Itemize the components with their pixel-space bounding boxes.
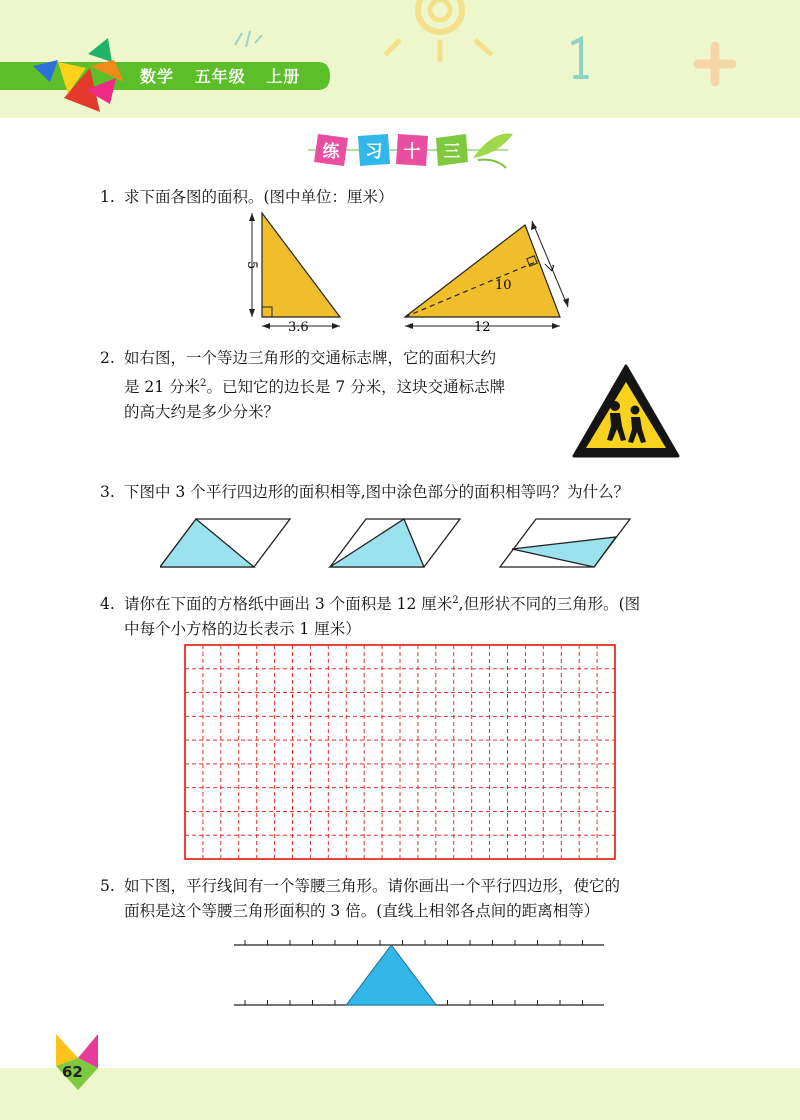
- title-char-2: 习: [365, 142, 383, 162]
- question-line: 中每个小方格的边长表示 1 厘米）: [124, 620, 361, 639]
- question-line: 的高大约是多少分米？: [124, 403, 280, 422]
- question-2: [100, 346, 570, 425]
- isosceles-triangle: [346, 945, 436, 1005]
- question-line: 如右图，一个等边三角形的交通标志牌，它的面积大约: [124, 349, 497, 367]
- tangram-logo-icon: [28, 38, 128, 116]
- question-line: ,但形状不同的三角形。(图: [458, 595, 641, 614]
- parallelogram-2: [330, 519, 460, 567]
- title-char-4: 三: [443, 142, 461, 162]
- question-line: 面积是这个等腰三角形面积的 3 倍。(直线上相邻各点间的距离相等）: [124, 902, 600, 920]
- title-char-3: 十: [403, 142, 421, 162]
- label-height-10: 10: [495, 278, 512, 293]
- title-char-1: 练: [322, 142, 340, 162]
- header-title: [140, 64, 300, 87]
- question-line: 请你在下面的方格纸中画出 3 个面积是 12 厘米: [124, 595, 453, 614]
- q1-figures: [240, 205, 580, 335]
- question-line: 是 21 分米: [124, 378, 201, 397]
- parallelogram-1: [160, 519, 290, 567]
- question-line: 。已知它的边长是 7 分米，这块交通标志牌: [206, 378, 506, 397]
- question-number: 5.: [100, 877, 115, 895]
- label-base-3-6: 3.6: [288, 320, 309, 335]
- question-text: 下图中 3 个平行四边形的面积相等,图中涂色部分的面积相等吗？为什么？: [124, 483, 630, 501]
- q3-parallelograms: [160, 515, 640, 571]
- question-text: 求下面各图的面积。(图中单位：厘米）: [124, 188, 394, 206]
- corner-tangram-icon: [54, 1032, 100, 1092]
- label-height-5: 5: [244, 261, 259, 270]
- superscript: 2: [452, 595, 459, 606]
- bottom-decorative-band: [0, 1068, 800, 1120]
- parallel-lines-figure[interactable]: [230, 935, 608, 1015]
- question-3: [100, 480, 629, 505]
- superscript: 2: [200, 378, 207, 389]
- question-number: 3.: [100, 483, 115, 501]
- label-side-7: 7: [539, 259, 557, 273]
- label-base-12: 12: [474, 320, 491, 335]
- traffic-sign-children-icon: [570, 362, 682, 462]
- number-one-icon: [565, 35, 595, 85]
- grid-paper[interactable]: [184, 644, 616, 860]
- page-number: 62: [62, 1063, 83, 1081]
- sun-icon: [380, 0, 500, 70]
- question-line: 如下图，平行线间有一个等腰三角形。请你画出一个平行四边形，使它的: [124, 877, 621, 895]
- header-volume: 上册: [266, 67, 301, 86]
- plus-sign-icon: [690, 40, 740, 90]
- exercise-title-banner: [308, 128, 518, 170]
- triangle-with-height: [405, 225, 560, 317]
- question-number: 2.: [100, 349, 115, 367]
- parallelogram-3: [500, 519, 630, 567]
- question-number: 1.: [100, 188, 115, 206]
- header-subject: 数学: [140, 67, 175, 86]
- question-number: 4.: [100, 595, 115, 614]
- header-grade: 五年级: [194, 67, 246, 86]
- sparkle-icon: [230, 25, 270, 55]
- question-5: [100, 874, 720, 924]
- right-triangle: [262, 213, 340, 317]
- question-4: [100, 588, 720, 642]
